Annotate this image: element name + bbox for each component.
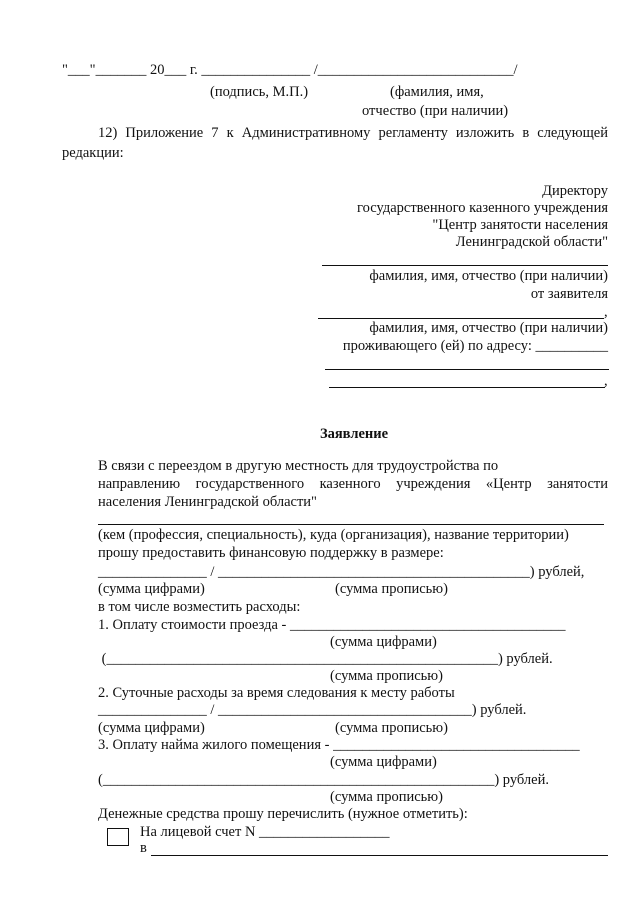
expense-1-digits-caption: (сумма цифрами) <box>330 634 437 650</box>
patronymic-caption: отчество (при наличии) <box>362 103 509 119</box>
expense-1: 1. Оплату стоимости проезда - ______________________________________ <box>98 617 566 633</box>
address-line: проживающего (ей) по адресу: __________ <box>342 338 608 354</box>
bank-label: в <box>140 840 147 856</box>
expense-1-words-caption: (сумма прописью) <box>330 668 443 684</box>
addressee-line-3: "Центр занятости населения <box>432 217 608 233</box>
personal-account-checkbox[interactable] <box>107 828 129 846</box>
comma-2: , <box>604 373 608 389</box>
expense-3-words-line: (______________________________________________________) рублей. <box>98 772 549 788</box>
paragraph-12: 12) Приложение 7 к Административному регламенту изложить в следующей <box>98 125 608 141</box>
bank-blank-line <box>151 855 608 856</box>
body-caption-1: (кем (профессия, специальность), куда (организация), название территории) <box>98 527 569 543</box>
expense-2-amount-line: _______________ / ___________________________________) рублей. <box>98 702 527 718</box>
applicant-blank-line <box>318 318 604 319</box>
expense-3-words-caption: (сумма прописью) <box>330 789 443 805</box>
fio-blank-line <box>322 265 608 266</box>
expense-2: 2. Суточные расходы за время следования к месту работы <box>98 685 455 701</box>
expense-2-digits-caption: (сумма цифрами) <box>98 720 205 736</box>
expense-3: 3. Оплату найма жилого помещения - __________________________________ <box>98 737 580 753</box>
body-blank-line <box>98 524 604 525</box>
fio-caption: (фамилия, имя, <box>390 84 484 100</box>
from-applicant: от заявителя <box>530 286 608 302</box>
addressee-line-2: государственного казенного учреждения <box>357 200 608 216</box>
body-line-3: населения Ленинградской области" <box>98 494 317 510</box>
expense-2-words-caption: (сумма прописью) <box>335 720 448 736</box>
fio-caption-2: фамилия, имя, отчество (при наличии) <box>369 268 608 284</box>
expense-3-digits-caption: (сумма цифрами) <box>330 754 437 770</box>
personal-account-label: На лицевой счет N __________________ <box>140 824 390 840</box>
body-line-4: прошу предоставить финансовую поддержку в размере: <box>98 545 444 561</box>
amount-digits-caption: (сумма цифрами) <box>98 581 205 597</box>
expense-1-words-line: (______________________________________________________) рублей. <box>98 651 553 667</box>
address-blank-1 <box>325 369 609 370</box>
paragraph-12-cont: редакции: <box>62 145 124 161</box>
fio-caption-3: фамилия, имя, отчество (при наличии) <box>369 320 608 336</box>
addressee-line-1: Директору <box>542 183 608 199</box>
transfer-intro: Денежные средства прошу перечислить (нужное отметить): <box>98 806 468 822</box>
expenses-intro: в том числе возместить расходы: <box>98 599 301 615</box>
addressee-line-4: Ленинградской области" <box>455 234 608 250</box>
document-title: Заявление <box>319 426 389 442</box>
comma-1: , <box>604 304 608 320</box>
amount-words-caption: (сумма прописью) <box>335 581 448 597</box>
body-line-1: В связи с переездом в другую местность для трудоустройства по <box>98 458 499 474</box>
signature-date-line: "___"_______ 20___ г. _______________ /___________________________/ <box>62 62 518 78</box>
body-line-2: направлению государственного казенного учреждения «Центр занятости <box>98 476 608 492</box>
address-blank-2 <box>329 387 605 388</box>
signature-caption: (подпись, М.П.) <box>210 84 309 100</box>
amount-line: _______________ / ___________________________________________) рублей, <box>98 564 585 580</box>
